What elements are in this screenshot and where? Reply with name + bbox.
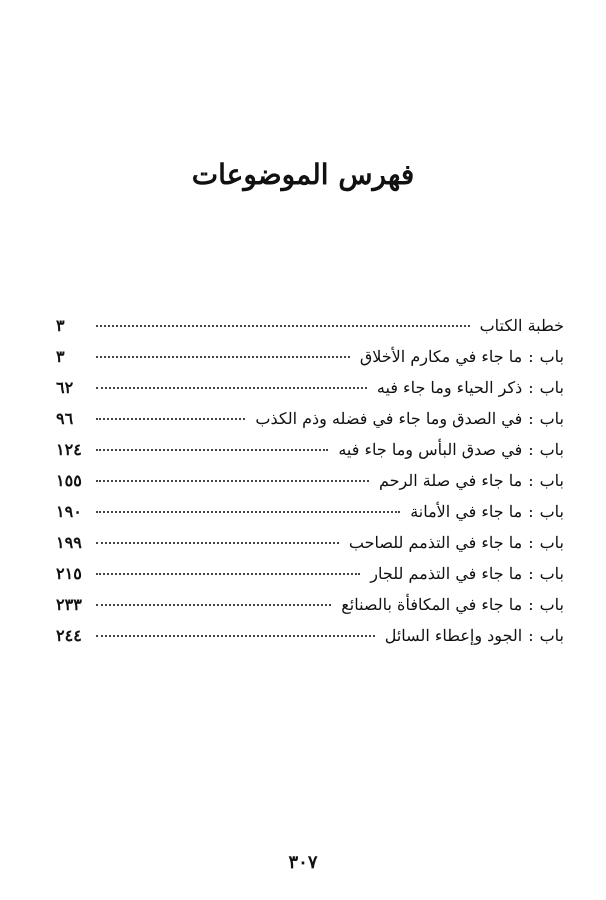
toc-entry-label [410,502,564,521]
toc-entry-page: ١٩٩ [56,533,82,552]
toc-entry-label [377,378,564,397]
toc-entry-prefix: باب [539,626,564,645]
page-title: فهرس الموضوعات [191,158,415,191]
dot-leader [96,387,367,389]
table-of-contents [56,316,564,657]
toc-entry [56,440,564,471]
toc-entry-title: ما جاء في مكارم الأخلاق [359,347,523,366]
toc-entry-title: ما جاء في التذمم للصاحب [348,533,523,552]
dot-leader [96,356,350,358]
toc-entry-prefix: باب [539,440,564,459]
dot-leader [96,511,400,513]
toc-entry-prefix: باب [539,502,564,521]
toc-entry-title: الجود وإعطاء السائل [384,626,523,645]
toc-entry-title: في الصدق وما جاء في فضله وذم الكذب [255,409,523,428]
toc-entry-page: ١٢٤ [56,440,82,459]
toc-entry-page: ٩٦ [56,409,74,428]
dot-leader [96,573,360,575]
toc-entry-prefix: باب [539,564,564,583]
toc-entry [56,533,564,564]
toc-entry-label [360,347,564,366]
dot-leader [96,325,470,327]
dot-leader [96,449,328,451]
toc-entry [56,347,564,378]
toc-entry-page: ٦٢ [56,378,74,397]
toc-entry [56,378,564,409]
toc-entry-prefix: باب [539,471,564,490]
toc-entry-prefix: باب [539,347,564,366]
dot-leader [96,480,369,482]
toc-entry-label [480,316,564,335]
toc-entry-label [255,409,564,428]
toc-entry-page: ٢٤٤ [56,626,82,645]
toc-entry-title: في صدق البأس وما جاء فيه [338,440,523,459]
toc-entry-page: ٢١٥ [56,564,82,583]
toc-entry-separator: : [528,378,534,397]
toc-entry [56,564,564,595]
toc-entry-separator: : [528,564,534,583]
toc-entry-prefix: باب [539,595,564,614]
toc-entry [56,626,564,657]
toc-entry-title: ذكر الحياء وما جاء فيه [376,378,523,397]
toc-entry-label [338,440,564,459]
toc-entry-separator: : [528,471,534,490]
toc-entry-prefix: باب [539,533,564,552]
toc-entry-title: خطبة الكتاب [479,316,564,335]
toc-entry [56,471,564,502]
toc-entry [56,502,564,533]
dot-leader [96,418,245,420]
toc-entry-separator: : [528,440,534,459]
toc-entry-separator: : [528,347,534,366]
toc-entry-page: ٣ [56,347,65,366]
toc-entry-separator: : [528,409,534,428]
toc-entry-label [379,471,564,490]
toc-entry-page: ٣ [56,316,65,335]
toc-entry [56,316,564,347]
toc-entry-title: ما جاء في صلة الرحم [379,471,523,490]
toc-entry-prefix: باب [539,409,564,428]
toc-entry-separator: : [528,626,534,645]
toc-entry-title: ما جاء في التذمم للجار [370,564,523,583]
toc-entry-separator: : [528,533,534,552]
dot-leader [96,542,339,544]
toc-entry-page: ٢٣٣ [56,595,82,614]
dot-leader [96,604,331,606]
toc-entry-separator: : [528,502,534,521]
toc-entry-label [349,533,564,552]
toc-entry-label [385,626,564,645]
toc-entry-page: ١٩٠ [56,502,82,521]
toc-entry-title: ما جاء في المكافأة بالصنائع [341,595,523,614]
toc-entry-label [370,564,564,583]
toc-entry [56,595,564,626]
toc-entry [56,409,564,440]
page-number: ٣٠٧ [288,852,318,873]
toc-entry-label [341,595,564,614]
toc-entry-separator: : [528,595,534,614]
toc-entry-prefix: باب [539,378,564,397]
toc-entry-title: ما جاء في الأمانة [410,502,523,521]
toc-entry-page: ١٥٥ [56,471,82,490]
dot-leader [96,635,375,637]
